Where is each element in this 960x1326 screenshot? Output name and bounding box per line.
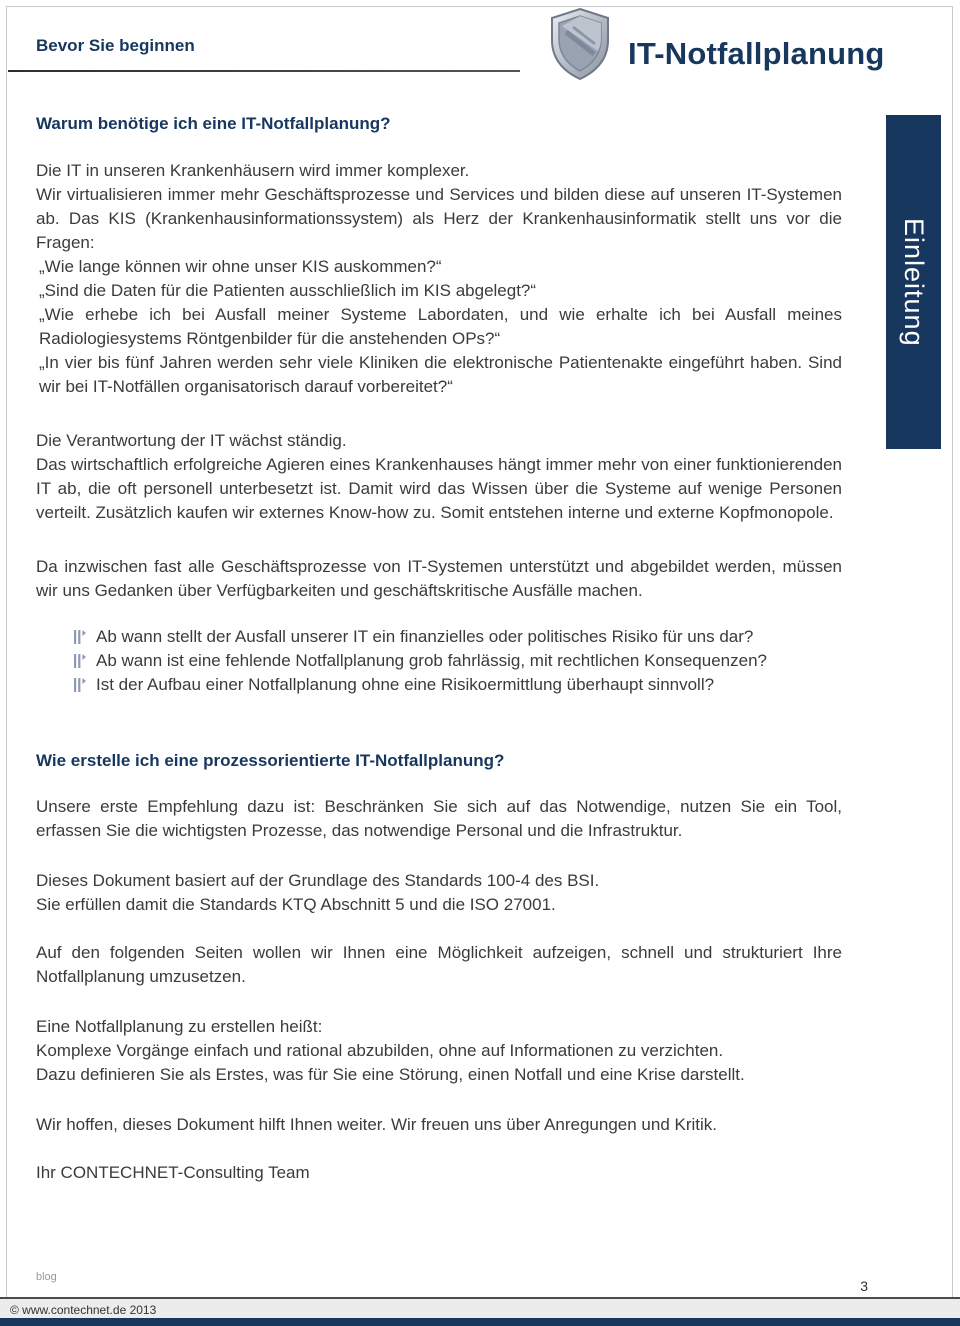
shield-icon [546,7,614,81]
bullet-list [36,625,842,697]
list-item-text: Ab wann stellt der Ausfall unserer IT ein finanzielles oder politisches Risiko für uns dar? [96,627,754,646]
bottom-bar [0,1318,960,1326]
quote-line: „Wie erhebe ich bei Ausfall meiner Systeme Labordaten, und wie erhalte ich bei Ausfall meines Radiologiesystems Röntgenbilder für die anstehenden OPs?“ [39,305,842,348]
paragraph-line: Ihr CONTECHNET-Consulting Team [36,1163,310,1182]
paragraph-line: Dazu definieren Sie als Erstes, was für Sie eine Störung, einen Notfall und eine Krise darstellt. [36,1065,745,1084]
paragraph-group [36,869,842,917]
page-number: 3 [860,1278,868,1294]
paragraph-line: Sie erfüllen damit die Standards KTQ Abschnitt 5 und die ISO 27001. [36,895,556,914]
page-frame-top [6,6,953,7]
quote-line: „Wie lange können wir ohne unser KIS auskommen?“ [39,257,442,276]
list-item-text: Ist der Aufbau einer Notfallplanung ohne eine Risikoermittlung überhaupt sinnvoll? [96,675,715,694]
paragraph-group [36,941,842,989]
paragraph-flow: Unsere erste Empfehlung dazu ist: Beschränken Sie sich auf das Notwendige, nutzen Sie ein Tool, erfassen Sie die wichtigsten Prozesse, das notwendige Personal und die Infrastruktur. [36,797,842,840]
list-item-text: Ab wann ist eine fehlende Notfallplanung grob fahrlässig, mit rechtlichen Konsequenzen? [96,651,767,670]
pilcrow-icon [74,678,88,697]
paragraph-group [36,429,842,525]
paragraph-group [36,555,842,603]
document-body [36,112,842,1185]
copyright: © www.contechnet.de 2013 [10,1303,157,1317]
pilcrow-icon [74,630,88,649]
page-frame-left [6,6,7,1318]
paragraph-line: Komplexe Vorgänge einfach und rational abzubilden, ohne auf Informationen zu verzichten. [36,1041,724,1060]
section-label: Bevor Sie beginnen [36,36,195,55]
side-tab-label: Einleitung [899,217,929,347]
paragraph-flow: Wir hoffen, dieses Dokument hilft Ihnen weiter. Wir freuen uns über Anregungen und Kritik. [36,1115,717,1134]
paragraph-group [36,795,842,843]
tab-einleitung [886,115,941,449]
list-item [36,673,842,697]
header-rule [8,70,520,72]
quote-line: „Sind die Daten für die Patienten ausschließlich im KIS abgelegt?“ [39,281,537,300]
list-item [36,649,842,673]
signature-line [36,1161,842,1185]
document-title: IT-Notfallplanung [628,36,885,71]
pilcrow-icon [74,654,88,673]
page-frame-right [952,6,953,1318]
paragraph-group [36,159,842,399]
paragraph-line: Dieses Dokument basiert auf der Grundlage des Standards 100-4 des BSI. [36,871,600,890]
paragraph-group [36,1113,842,1137]
quote-line: „In vier bis fünf Jahren werden sehr viele Kliniken die elektronische Patientenakte eingeführt haben. Sind wir bei IT-Notfällen organisatorisch darauf vorbereitet?“ [39,353,842,396]
section-heading-why: Warum benötige ich eine IT-Notfallplanung? [36,114,391,133]
list-item [36,625,842,649]
footer-blog-label: blog [36,1271,57,1283]
paragraph-line: Die Verantwortung der IT wächst ständig. [36,431,347,450]
paragraph-line: Eine Notfallplanung zu erstellen heißt: [36,1017,323,1036]
paragraph-flow: Auf den folgenden Seiten wollen wir Ihnen eine Möglichkeit aufzeigen, schnell und strukturiert Ihre Notfallplanung umzusetzen. [36,943,842,986]
section-heading-how: Wie erstelle ich eine prozessorientierte IT-Notfallplanung? [36,751,505,770]
paragraph-flow: Da inzwischen fast alle Geschäftsprozesse von IT-Systemen unterstützt und abgebildet werden, müssen wir uns Gedanken über Verfügbarkeiten und geschäftskritische Ausfälle machen. [36,557,842,600]
footer-strip [0,1297,960,1318]
paragraph-line: Die IT in unseren Krankenhäusern wird immer komplexer. [36,161,470,180]
paragraph-flow: Das wirtschaftlich erfolgreiche Agieren eines Krankenhauses hängt immer mehr von einer funktionierenden IT ab, die oft personell unterbesetzt ist. Damit wird das Wissen über die Systeme auf wenige Personen verteilt. Zusätzlich kaufen wir externes Know-how zu. Somit entstehen interne und externe Kopfmonopole. [36,455,842,522]
paragraph-flow: Wir virtualisieren immer mehr Geschäftsprozesse und Services und bilden diese auf unseren IT-Systemen ab. Das KIS (Krankenhausinformationssystem) als Herz der Krankenhausinformatik stellt uns vor die Fragen: [36,185,842,252]
paragraph-group [36,1015,842,1087]
